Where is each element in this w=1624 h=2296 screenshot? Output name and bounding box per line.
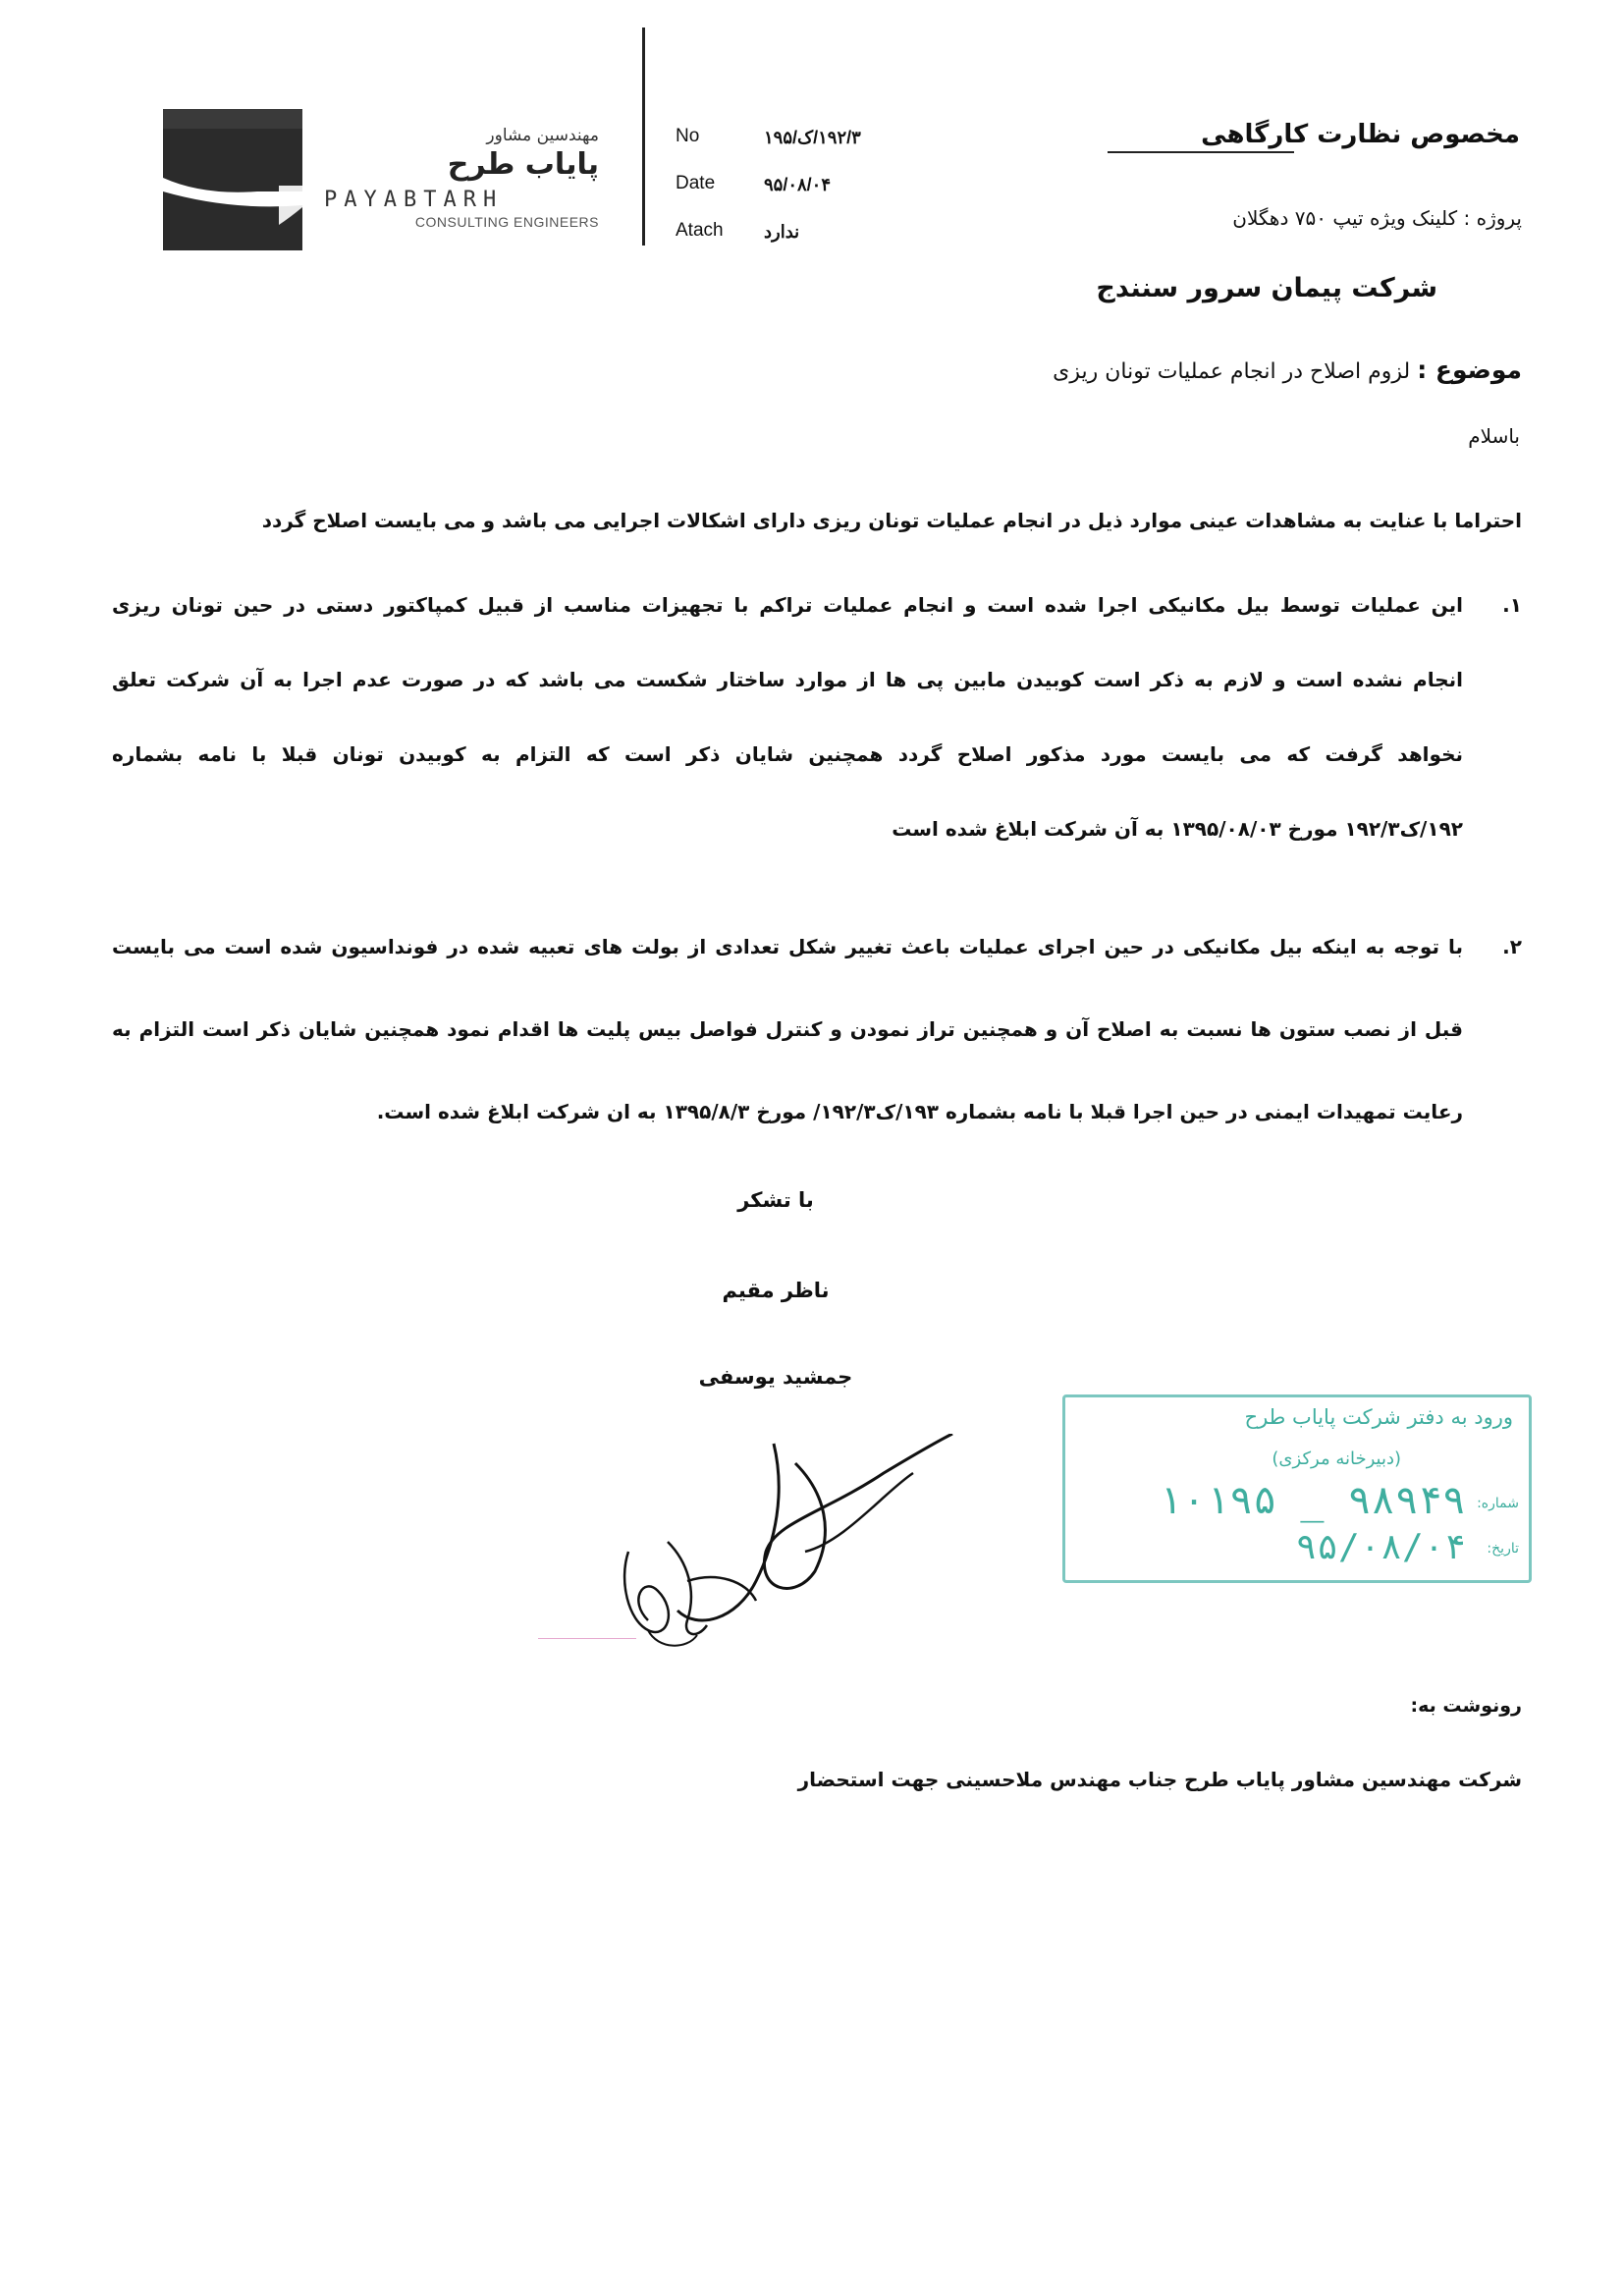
handwritten-signature: [589, 1434, 982, 1669]
subject-line: [1053, 355, 1522, 384]
stamp-date-label: تاریخ:: [1487, 1541, 1519, 1557]
closing-thanks: با تشکر: [737, 1188, 814, 1212]
stamp-title: ورود به دفتر شرکت پایاب طرح: [1244, 1405, 1513, 1429]
brand-name-en: PAYABTARH: [324, 188, 504, 212]
header-divider: [642, 27, 645, 246]
item-line: این عملیات توسط بیل مکانیکی اجرا شده است و انجام عملیات تراکم با تجهیزات مناسب از قبیل کمپاکتور دستی در حین تونان ریزی: [112, 593, 1463, 617]
signer-position: ناظر مقیم: [722, 1279, 830, 1302]
stamp-date-value: ۹۵/۰۸/۰۴: [1295, 1527, 1466, 1567]
brand-subtitle-fa: مهندسین مشاور: [486, 126, 599, 145]
meta-row-number: [676, 126, 911, 173]
item-line: انجام نشده است و لازم به ذکر است کوبیدن مابین پی ها از موارد ساختار شکست می باشد که در صورت عدم اجرا به آن شرکت تعلق: [112, 668, 1463, 691]
recipient-company: شرکت پیمان سرور سنندج: [1096, 273, 1437, 303]
meta-label: No: [676, 126, 700, 146]
special-underline: [1108, 151, 1294, 153]
decorative-line: [538, 1638, 636, 1639]
cc-recipient: شرکت مهندسین مشاور پایاب طرح جناب مهندس ملاحسینی جهت استحضار: [797, 1768, 1522, 1791]
item-line: با توجه به اینکه بیل مکانیکی در حین اجرای عملیات باعث تغییر شکل تعدادی از بولت های تعبیه شده در فونداسیون شده است می بایست: [112, 935, 1463, 958]
meta-label: Atach: [676, 220, 724, 241]
meta-row-attach: [676, 220, 911, 267]
item-number: ۱.: [1502, 593, 1522, 617]
stamp-number-label: شماره:: [1477, 1496, 1519, 1511]
meta-label: Date: [676, 173, 716, 193]
cc-label: رونوشت به:: [1410, 1695, 1522, 1717]
brand-block: [320, 126, 599, 230]
item-line: ۱۹۲/ک۱۹۲/۳ مورخ ۱۳۹۵/۰۸/۰۳ به آن شرکت ابلاغ شده است: [892, 817, 1463, 841]
registration-stamp: [1062, 1394, 1532, 1583]
signer-name: جمشید یوسفی: [698, 1365, 853, 1389]
special-heading: مخصوص نظارت کارگاهی: [1201, 120, 1520, 149]
brand-subtitle-en: CONSULTING ENGINEERS: [414, 214, 599, 230]
subject-label: موضوع :: [1417, 355, 1522, 384]
project-line: پروژه : کلینک ویژه تیپ ۷۵۰ دهگلان: [1232, 206, 1522, 230]
brand-name-fa: پایاب طرح: [447, 147, 599, 182]
item-line: رعایت تمهیدات ایمنی در حین اجرا قبلا با نامه بشماره ۱۹۳/ک۱۹۲/۳/ مورخ ۱۳۹۵/۸/۳ به ان شرکت ابلاغ شده است.: [376, 1100, 1463, 1123]
item-line: قبل از نصب ستون ها نسبت به اصلاح آن و همچنین تراز نمودن و کنترل فواصل بیس پلیت ها اقدام نمود همچنین شایان ذکر است التزام به: [112, 1017, 1463, 1041]
greeting: باسلام: [1468, 424, 1520, 448]
meta-value: ۹۵/۰۸/۰۴: [764, 175, 832, 194]
meta-value: ندارد: [764, 222, 800, 242]
stamp-subtitle: (دبیرخانه مرکزی): [1272, 1449, 1401, 1469]
item-line: نخواهد گرفت که می بایست مورد مذکور اصلاح گردد همچنین شایان ذکر است که التزام به کوبیدن تونان قبلا با نامه بشماره: [112, 742, 1463, 766]
intro-paragraph: احتراما با عنایت به مشاهدات عینی موارد ذیل در انجام عملیات تونان ریزی دارای اشکالات اجرایی می باشد و می بایست اصلاح گردد: [261, 509, 1522, 532]
company-logo: [163, 109, 302, 250]
letter-meta: [676, 126, 911, 267]
meta-row-date: [676, 173, 911, 220]
item-number: ۲.: [1502, 935, 1522, 958]
meta-value: ۱۹۲/۳/ک/۱۹۵: [764, 128, 861, 147]
stamp-number-value: ۱۰۱۹۵ _ ۹۸۹۴۹: [1158, 1478, 1466, 1523]
subject-text: لزوم اصلاح در انجام عملیات تونان ریزی: [1053, 359, 1411, 384]
